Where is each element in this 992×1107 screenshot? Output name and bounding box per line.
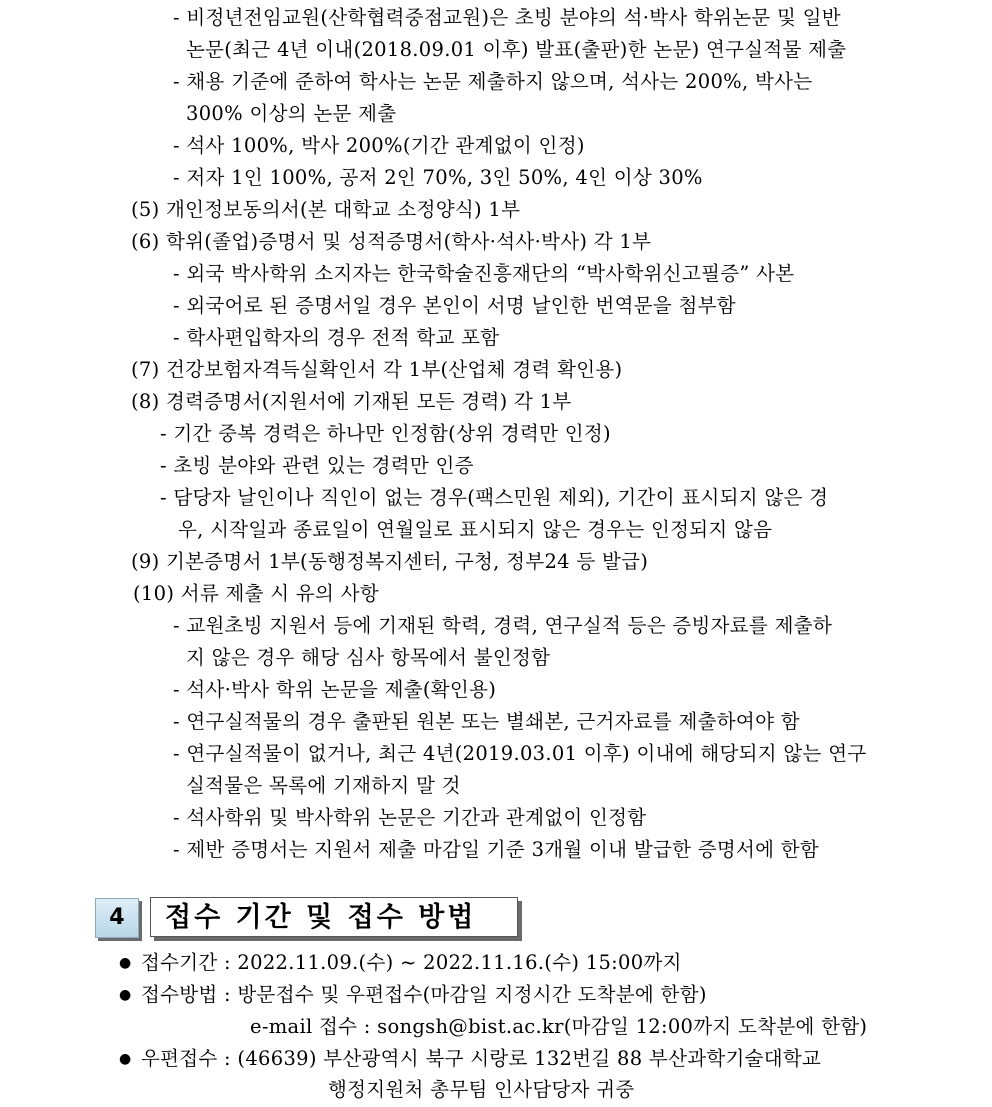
bullet-icon: ● bbox=[119, 1051, 132, 1067]
list-item: - 연구실적물의 경우 출판된 원본 또는 별쇄본, 근거자료를 제출하여야 함 bbox=[173, 710, 800, 733]
list-item: - 저자 1인 100%, 공저 2인 70%, 3인 50%, 4인 이상 30% bbox=[173, 166, 703, 189]
reception-email: e-mail 접수 : songsh@bist.ac.kr(마감일 12:00까지 도착분에 한함) bbox=[250, 1015, 868, 1038]
reception-method: 접수방법 : 방문접수 및 우편접수(마감일 지정시간 도착분에 한함) bbox=[141, 983, 707, 1006]
bullet-icon: ● bbox=[119, 955, 132, 971]
reception-recipient: 행정지원처 총무팀 인사담당자 귀중 bbox=[328, 1078, 635, 1101]
list-item: 논문(최근 4년 이내(2018.09.01 이후) 발표(출판)한 논문) 연구실적물 제출 bbox=[186, 38, 847, 61]
list-item: (9) 기본증명서 1부(동행정복지센터, 구청, 정부24 등 발급) bbox=[131, 550, 649, 573]
list-item: (5) 개인정보동의서(본 대학교 소정양식) 1부 bbox=[131, 198, 521, 221]
list-item: - 석사·박사 학위 논문을 제출(확인용) bbox=[173, 678, 497, 701]
reception-period: 접수기간 : 2022.11.09.(수) ~ 2022.11.16.(수) 15:00까지 bbox=[141, 951, 682, 974]
list-item: - 담당자 날인이나 직인이 없는 경우(팩스민원 제외), 기간이 표시되지 않은 경 bbox=[160, 486, 829, 509]
list-item: - 채용 기준에 준하여 학사는 논문 제출하지 않으며, 석사는 200%, 박사는 bbox=[173, 70, 813, 93]
section-title: 접수 기간 및 접수 방법 bbox=[150, 897, 518, 937]
list-item: - 외국어로 된 증명서일 경우 본인이 서명 날인한 번역문을 첨부함 bbox=[173, 294, 736, 317]
list-item: - 기간 중복 경력은 하나만 인정함(상위 경력만 인정) bbox=[160, 422, 611, 445]
list-item: - 석사 100%, 박사 200%(기간 관계없이 인정) bbox=[173, 134, 585, 157]
list-item: - 석사학위 및 박사학위 논문은 기간과 관계없이 인정함 bbox=[173, 806, 647, 829]
list-item: 300% 이상의 논문 제출 bbox=[186, 102, 397, 125]
list-item: (6) 학위(졸업)증명서 및 성적증명서(학사·석사·박사) 각 1부 bbox=[131, 230, 652, 253]
list-item: 우, 시작일과 종료일이 연월일로 표시되지 않은 경우는 인정되지 않음 bbox=[178, 518, 773, 541]
list-item: 지 않은 경우 해당 심사 항목에서 불인정함 bbox=[186, 646, 551, 669]
list-item: - 초빙 분야와 관련 있는 경력만 인증 bbox=[160, 454, 474, 477]
reception-post-address: 우편접수 : (46639) 부산광역시 북구 시랑로 132번길 88 부산과학기술대학교 bbox=[141, 1047, 822, 1070]
list-item: - 교원초빙 지원서 등에 기재된 학력, 경력, 연구실적 등은 증빙자료를 제출하 bbox=[173, 614, 832, 637]
section-number-badge: 4 bbox=[95, 898, 139, 938]
list-item: (7) 건강보험자격득실확인서 각 1부(산업체 경력 확인용) bbox=[131, 358, 623, 381]
list-item: - 비정년전임교원(산학협력중점교원)은 초빙 분야의 석·박사 학위논문 및 일반 bbox=[173, 6, 841, 29]
list-item: (10) 서류 제출 시 유의 사항 bbox=[133, 582, 379, 605]
section-4-heading bbox=[95, 893, 525, 943]
list-item: - 연구실적물이 없거나, 최근 4년(2019.03.01 이후) 이내에 해당되지 않는 연구 bbox=[173, 742, 867, 765]
list-item: 실적물은 목록에 기재하지 말 것 bbox=[186, 774, 461, 797]
list-item: - 제반 증명서는 지원서 제출 마감일 기준 3개월 이내 발급한 증명서에 한함 bbox=[173, 838, 820, 861]
list-item: - 학사편입학자의 경우 전적 학교 포함 bbox=[173, 326, 500, 349]
bullet-icon: ● bbox=[119, 987, 132, 1003]
list-item: - 외국 박사학위 소지자는 한국학술진흥재단의 “박사학위신고필증” 사본 bbox=[173, 262, 795, 285]
list-item: (8) 경력증명서(지원서에 기재된 모든 경력) 각 1부 bbox=[131, 390, 572, 413]
